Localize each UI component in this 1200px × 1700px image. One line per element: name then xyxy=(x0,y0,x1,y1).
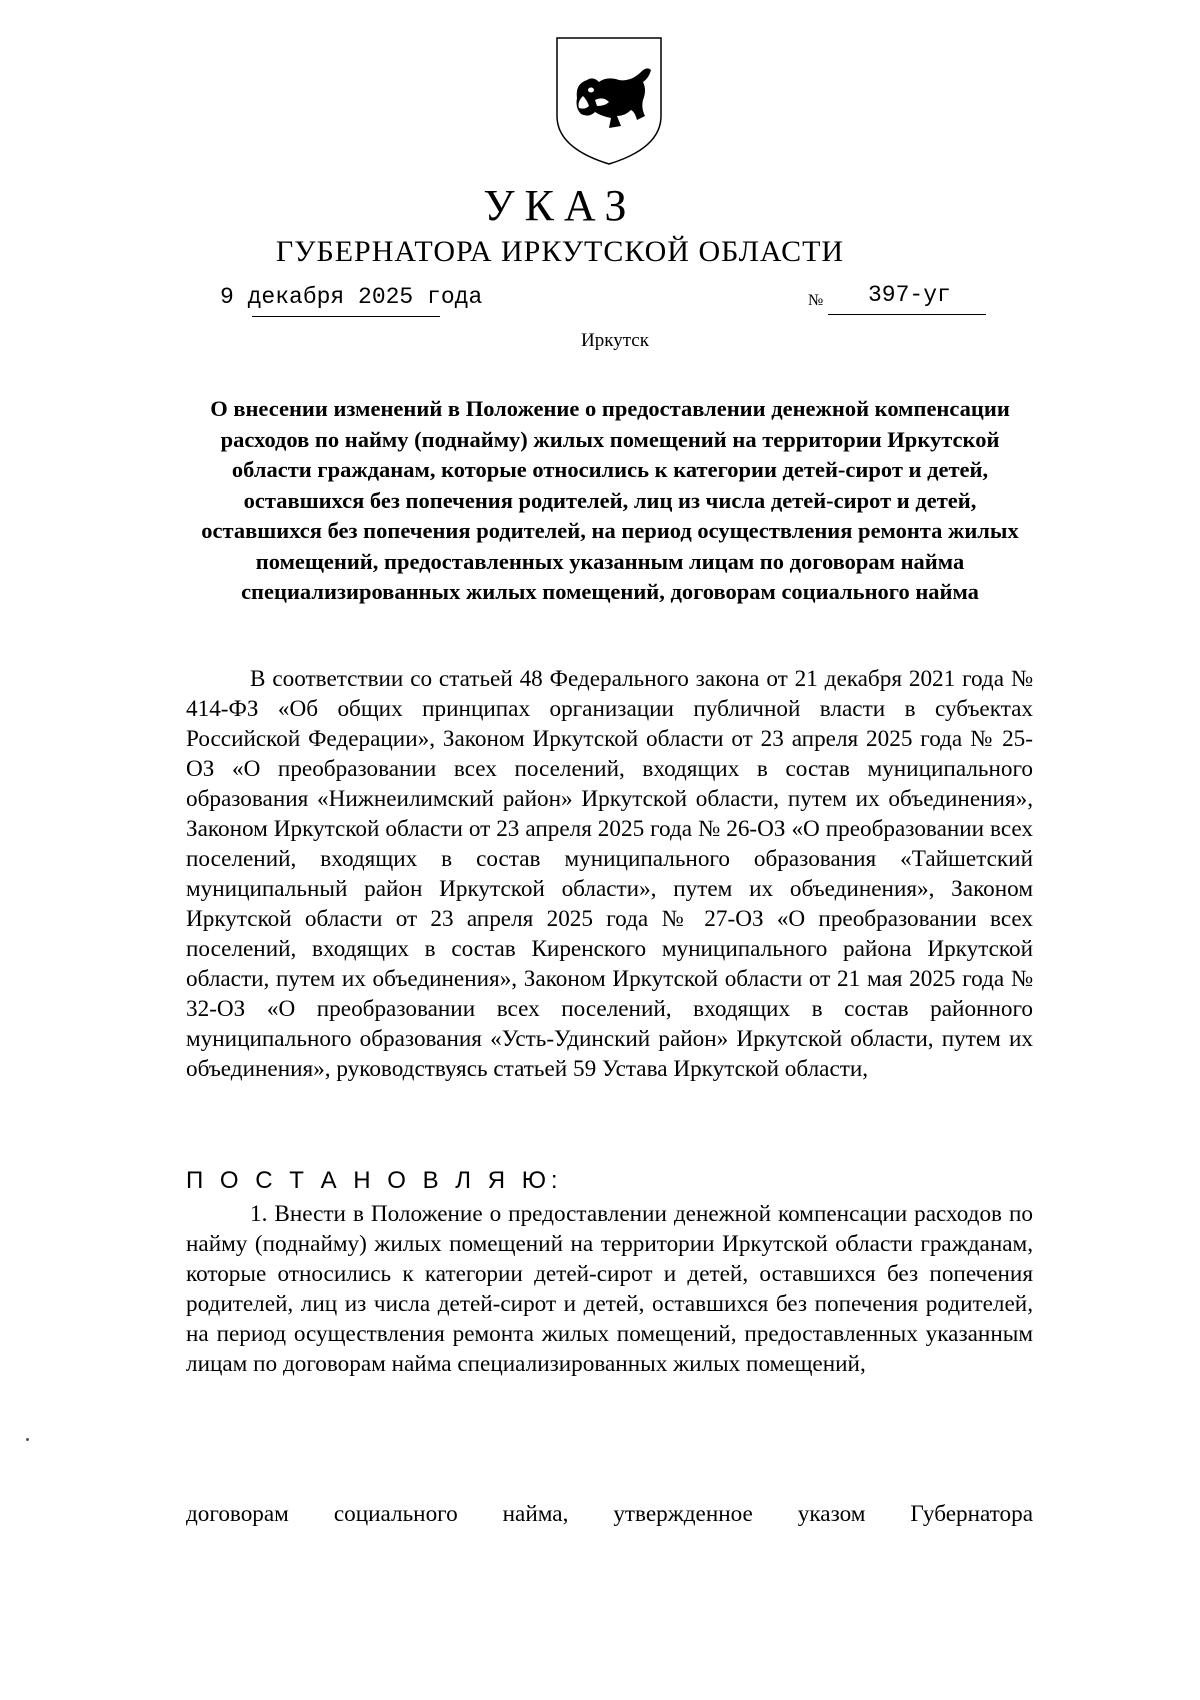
number-underline xyxy=(828,314,986,315)
scan-speck xyxy=(26,1438,29,1441)
item-1-paragraph: 1. Внести в Положение о предоставлении денежной компенсации расходов по найму (поднайму) жилых помещений на территории Иркутской области гражданам, которые относились к категории детей-сирот и детей, оставшихся без попечения родителей, лиц из числа детей-сирот и детей, оставшихся без попечения родителей, на период осуществления ремонта жилых помещений, предоставленных указанным лицам по договорам найма специализированных жилых помещений, xyxy=(186,1201,1033,1377)
document-city: Иркутск xyxy=(581,330,649,351)
number-label: № xyxy=(808,292,824,309)
document-date: 9 декабря 2025 года xyxy=(220,284,483,310)
decree-word: П О С Т А Н О В Л Я Ю: xyxy=(186,1167,563,1194)
document-number: 397-уг xyxy=(868,282,951,308)
preamble-paragraph: В соответствии со статьей 48 Федерального закона от 21 декабря 2021 года № 414-ФЗ «Об общих принципах организации публичной власти в субъектах Российской Федерации», Законом Иркутской области от 23 апреля 2025 года № 25-ОЗ «О преобразовании всех поселений, входящих в состав муниципального образования «Нижнеилимский район» Иркутской области, путем их объединения», Законом Иркутской области от 23 апреля 2025 года № 26-ОЗ «О преобразовании всех поселений, входящих в состав муниципального образования «Тайшетский муниципальный район Иркутской области», путем их объединения», Законом Иркутской области от 23 апреля 2025 года № 27-ОЗ «О преобразовании всех поселений, входящих в состав Киренского муниципального района Иркутской области, путем их объединения», Законом Иркутской области от 21 мая 2025 года № 32-ОЗ «О преобразовании всех поселений, входящих в состав районного муниципального образования «Усть-Удинский район» Иркутской области, путем их объединения», руководствуясь статьей 59 Устава Иркутской области, xyxy=(186,666,1033,1082)
item-1-continuation: договорам социального найма, утвержденное указом Губернатора xyxy=(186,1501,1033,1527)
document-title: УКАЗ xyxy=(483,181,637,230)
document-issuer: ГУБЕРНАТОРА ИРКУТСКОЙ ОБЛАСТИ xyxy=(275,235,845,268)
coat-of-arms-icon xyxy=(555,36,663,166)
date-underline xyxy=(252,316,440,317)
document-heading: О внесении изменений в Положение о предоставлении денежной компенсации расходов по найму (поднайму) жилых помещений на территории Иркутской области гражданам, которые относились к категории детей-сирот и детей, оставшихся без попечения родителей, лиц из числа детей-сирот и детей, оставшихся без попечения родителей, на период осуществления ремонта жилых помещений, предоставленных указанным лицам по договорам найма специализированных жилых помещений, договорам социального найма xyxy=(201,396,1019,604)
